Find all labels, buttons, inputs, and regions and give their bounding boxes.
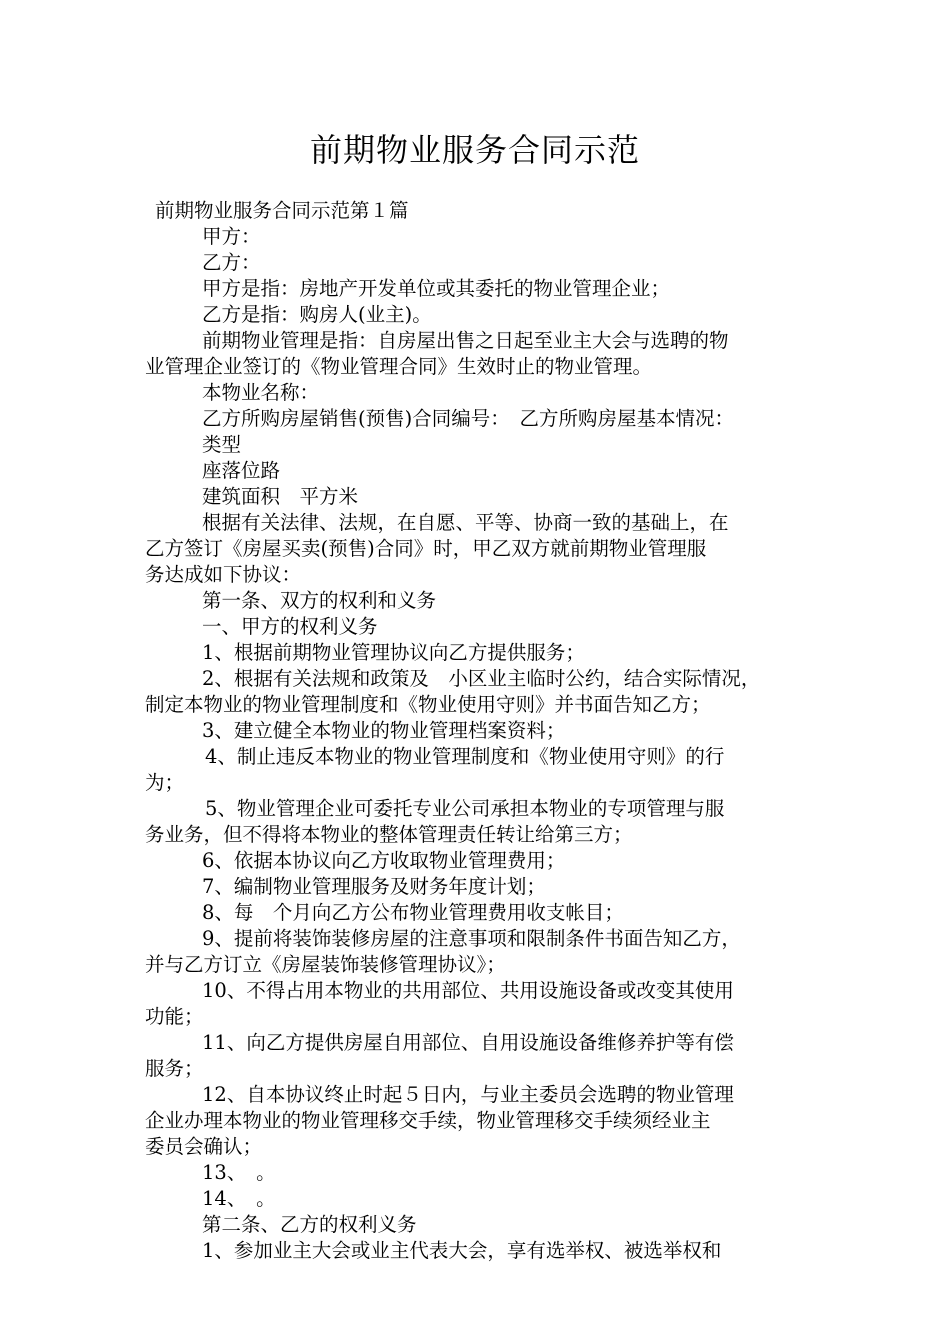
paragraph-line: 乙方所购房屋销售(预售)合同编号： 乙方所购房屋基本情况： — [202, 407, 734, 430]
list-item-continuation: 功能； — [145, 1005, 204, 1028]
paragraph-line: 类型 — [202, 433, 242, 456]
paragraph-line: 前期物业管理是指：自房屋出售之日起至业主大会与选聘的物 — [202, 329, 729, 352]
list-item-continuation: 企业办理本物业的物业管理移交手续，物业管理移交手续须经业主 — [145, 1109, 711, 1132]
list-item: 2、根据有关法规和政策及 小区业主临时公约，结合实际情况， — [202, 667, 761, 690]
list-item-continuation: 务业务，但不得将本物业的整体管理责任转让给第三方； — [145, 823, 633, 846]
list-item-continuation: 制定本物业的物业管理制度和《物业使用守则》并书面告知乙方； — [145, 693, 711, 716]
paragraph-line: 建筑面积 平方米 — [202, 485, 359, 508]
list-item: 3、建立健全本物业的物业管理档案资料； — [202, 719, 566, 742]
document-body — [145, 198, 815, 1264]
list-item: 1、根据前期物业管理协议向乙方提供服务； — [202, 641, 585, 664]
paragraph-line: 本物业名称： — [202, 381, 320, 404]
paragraph-line: 座落位路 — [202, 459, 281, 482]
section-heading: 一、甲方的权利义务 — [202, 615, 378, 638]
paragraph-line: 根据有关法律、法规，在自愿、平等、协商一致的基础上，在 — [202, 511, 729, 534]
paragraph-line: 甲方是指：房地产开发单位或其委托的物业管理企业； — [202, 277, 671, 300]
list-item: 11、向乙方提供房屋自用部位、自用设施设备维修养护等有偿 — [202, 1031, 734, 1054]
list-item-continuation: 为； — [145, 771, 185, 794]
list-item-continuation: 服务； — [145, 1057, 204, 1080]
list-item: 6、依据本协议向乙方收取物业管理费用； — [202, 849, 566, 872]
paragraph-line: 乙方签订《房屋买卖(预售)合同》时，甲乙双方就前期物业管理服 — [145, 537, 707, 560]
document-subtitle: 前期物业服务合同示范第１篇 — [155, 199, 409, 222]
list-item: 4、制止违反本物业的物业管理制度和《物业使用守则》的行 — [205, 745, 725, 768]
article-heading: 第二条、乙方的权利义务 — [202, 1213, 417, 1236]
paragraph-line-party-b: 乙方： — [202, 251, 261, 274]
list-item: 1、参加业主大会或业主代表大会，享有选举权、被选举权和 — [202, 1239, 722, 1262]
list-item: 13、 。 — [202, 1161, 276, 1184]
list-item: 10、不得占用本物业的共用部位、共用设施设备或改变其使用 — [202, 979, 734, 1002]
list-item: 9、提前将装饰装修房屋的注意事项和限制条件书面告知乙方， — [202, 927, 741, 950]
paragraph-line: 业管理企业签订的《物业管理合同》生效时止的物业管理。 — [145, 355, 653, 378]
list-item: 14、 。 — [202, 1187, 276, 1210]
list-item: 5、物业管理企业可委托专业公司承担本物业的专项管理与服 — [205, 797, 725, 820]
article-heading: 第一条、双方的权利和义务 — [202, 589, 437, 612]
list-item: 7、编制物业管理服务及财务年度计划； — [202, 875, 546, 898]
list-item-continuation: 委员会确认； — [145, 1135, 263, 1158]
paragraph-line: 乙方是指：购房人(业主)。 — [202, 303, 432, 326]
list-item: 12、自本协议终止时起５日内，与业主委员会选聘的物业管理 — [202, 1083, 734, 1106]
paragraph-line: 务达成如下协议： — [145, 563, 302, 586]
list-item-continuation: 并与乙方订立《房屋装饰装修管理协议》； — [145, 953, 506, 976]
list-item: 8、每 个月向乙方公布物业管理费用收支帐目； — [202, 901, 624, 924]
paragraph-line-party-a: 甲方： — [202, 225, 261, 248]
document-title: 前期物业服务合同示范 — [309, 131, 640, 169]
